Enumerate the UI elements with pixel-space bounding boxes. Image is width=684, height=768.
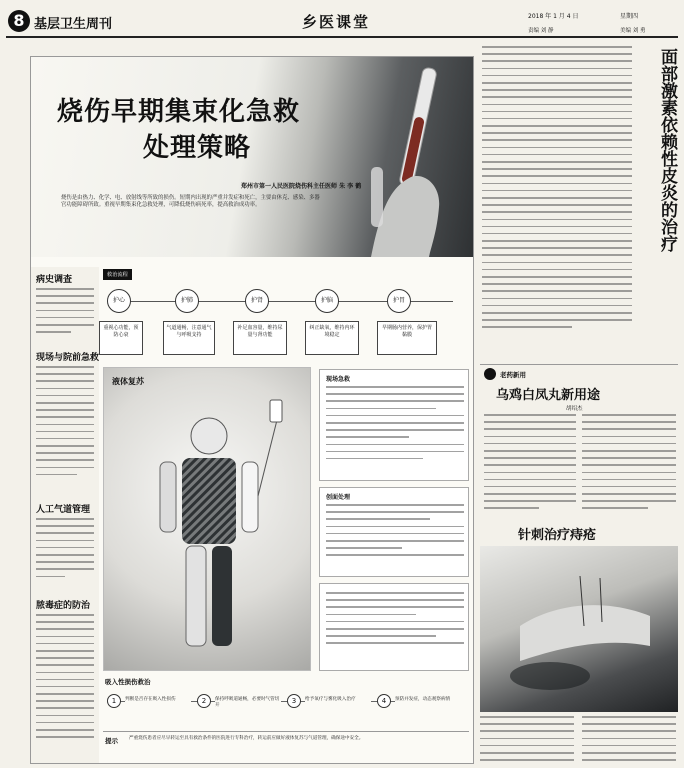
step-stomach-desc: 早期肠内营养，保护胃黏膜 xyxy=(377,321,437,355)
flow-step-4-num: 4 xyxy=(377,694,391,708)
drug-tag-icon xyxy=(484,368,496,380)
right-divider-1 xyxy=(480,364,678,365)
fluid-panel xyxy=(103,367,311,671)
flow-step-3-num: 3 xyxy=(287,694,301,708)
editor-credit: 责编 刘 静 xyxy=(528,28,554,34)
drug-author: 胡绍杰 xyxy=(566,406,583,412)
dermatitis-title: 面部激素依赖性皮炎的治疗 xyxy=(657,48,677,252)
steps-area xyxy=(99,269,469,359)
tips-text: 严重烧伤患者应尽早转运至具有救治条件的医院进行专科治疗，转运前应做好液体复苏与气道管理，确保途中安全。 xyxy=(129,736,364,741)
issue-weekday: 星期四 xyxy=(620,13,639,20)
acu-text-col2 xyxy=(582,716,676,766)
step-stomach: 护胃 xyxy=(387,289,411,313)
flow-step-3-text: 给予氧疗与雾化吸入治疗 xyxy=(305,697,371,703)
wound-box xyxy=(319,487,469,577)
inhalation-flow xyxy=(103,677,469,727)
flow-step-2-text: 保持呼吸道通畅，必要时气管切开 xyxy=(215,697,280,709)
section-sepsis: 脓毒症的防治 xyxy=(36,601,91,611)
acu-photo xyxy=(480,546,678,712)
dermatitis-article-text xyxy=(482,46,632,362)
test-tube-hand-illustration xyxy=(311,57,471,257)
drug-title: 乌鸡白凤丸新用途 xyxy=(496,388,601,403)
section-first-aid: 现场与院前急救 xyxy=(36,353,100,363)
fluid-label: 液体复苏 xyxy=(112,376,144,386)
drug-text-col2 xyxy=(582,414,676,518)
page-number-badge: 8 xyxy=(8,10,30,32)
flow-label: 吸入性损伤救治 xyxy=(105,678,151,686)
feature-intro: 烧伤是由热力、化学、电、放射线等所致的损伤。短期内出现的严重并发症和死亡，主要由休克、感染、多器官功能障碍所致。重视早期集束化急救处理，可降低烧伤病死率，提高救治成功率。 xyxy=(61,195,320,209)
flow-step-4-text: 预防并发症，动态观察病情 xyxy=(395,697,461,703)
step-lung-desc: 气道通畅，注意通气与呼吸支持 xyxy=(163,321,215,355)
step-brain: 护脑 xyxy=(315,289,339,313)
section-airway: 人工气道管理 xyxy=(36,505,91,515)
step-heart: 护心 xyxy=(107,289,131,313)
hero-photo xyxy=(31,57,473,257)
extra-box xyxy=(319,583,469,671)
header-rule xyxy=(6,36,678,38)
tips-box xyxy=(103,731,469,761)
first-aid-text xyxy=(326,386,464,478)
first-aid-label: 现场急救 xyxy=(326,376,351,383)
feature-title-line1: 烧伤早期集束化急救 xyxy=(57,97,301,127)
flow-step-1-text: 判断是否存在吸入性损伤 xyxy=(125,697,191,703)
human-figure-illustration xyxy=(134,396,284,666)
section-history: 病史调查 xyxy=(36,275,73,285)
drug-text-col1 xyxy=(484,414,576,518)
section-airway-text xyxy=(36,518,94,590)
issue-date: 2018 年 1 月 4 日 xyxy=(528,13,579,20)
extra-text xyxy=(326,592,464,666)
paper-name: 基层卫生周刊 xyxy=(34,17,113,32)
step-lung: 护肺 xyxy=(175,289,199,313)
steps-label: 救治流程 xyxy=(103,269,132,280)
feature-article xyxy=(30,56,474,764)
tips-label: 提示 xyxy=(105,737,118,745)
step-heart-desc: 重视心功能，预防心衰 xyxy=(99,321,143,355)
section-first-aid-text xyxy=(36,366,94,494)
first-aid-box xyxy=(319,369,469,481)
step-brain-desc: 纠正缺氧，维持内环境稳定 xyxy=(305,321,359,355)
section-history-text xyxy=(36,288,94,342)
designer-credit: 美编 刘 勇 xyxy=(620,28,646,34)
wound-label: 创面处理 xyxy=(326,494,351,501)
acupuncture-hand-illustration xyxy=(510,566,660,696)
drug-tag: 老药新用 xyxy=(500,371,526,379)
step-kidney-desc: 补足血容量，维持尿量与肾功能 xyxy=(233,321,287,355)
flow-step-2-num: 2 xyxy=(197,694,211,708)
acu-title: 针刺治疗痔疮 xyxy=(518,528,597,543)
feature-title-line2: 处理策略 xyxy=(143,133,252,163)
feature-byline: 郑州市第一人民医院烧伤科主任医师 朱 李 鹤 xyxy=(241,183,362,190)
section-sepsis-text xyxy=(36,614,94,762)
acu-text-col1 xyxy=(480,716,574,766)
step-kidney: 护肾 xyxy=(245,289,269,313)
section-title: 乡医课堂 xyxy=(302,13,371,31)
wound-text xyxy=(326,504,464,574)
flow-step-1-num: 1 xyxy=(107,694,121,708)
